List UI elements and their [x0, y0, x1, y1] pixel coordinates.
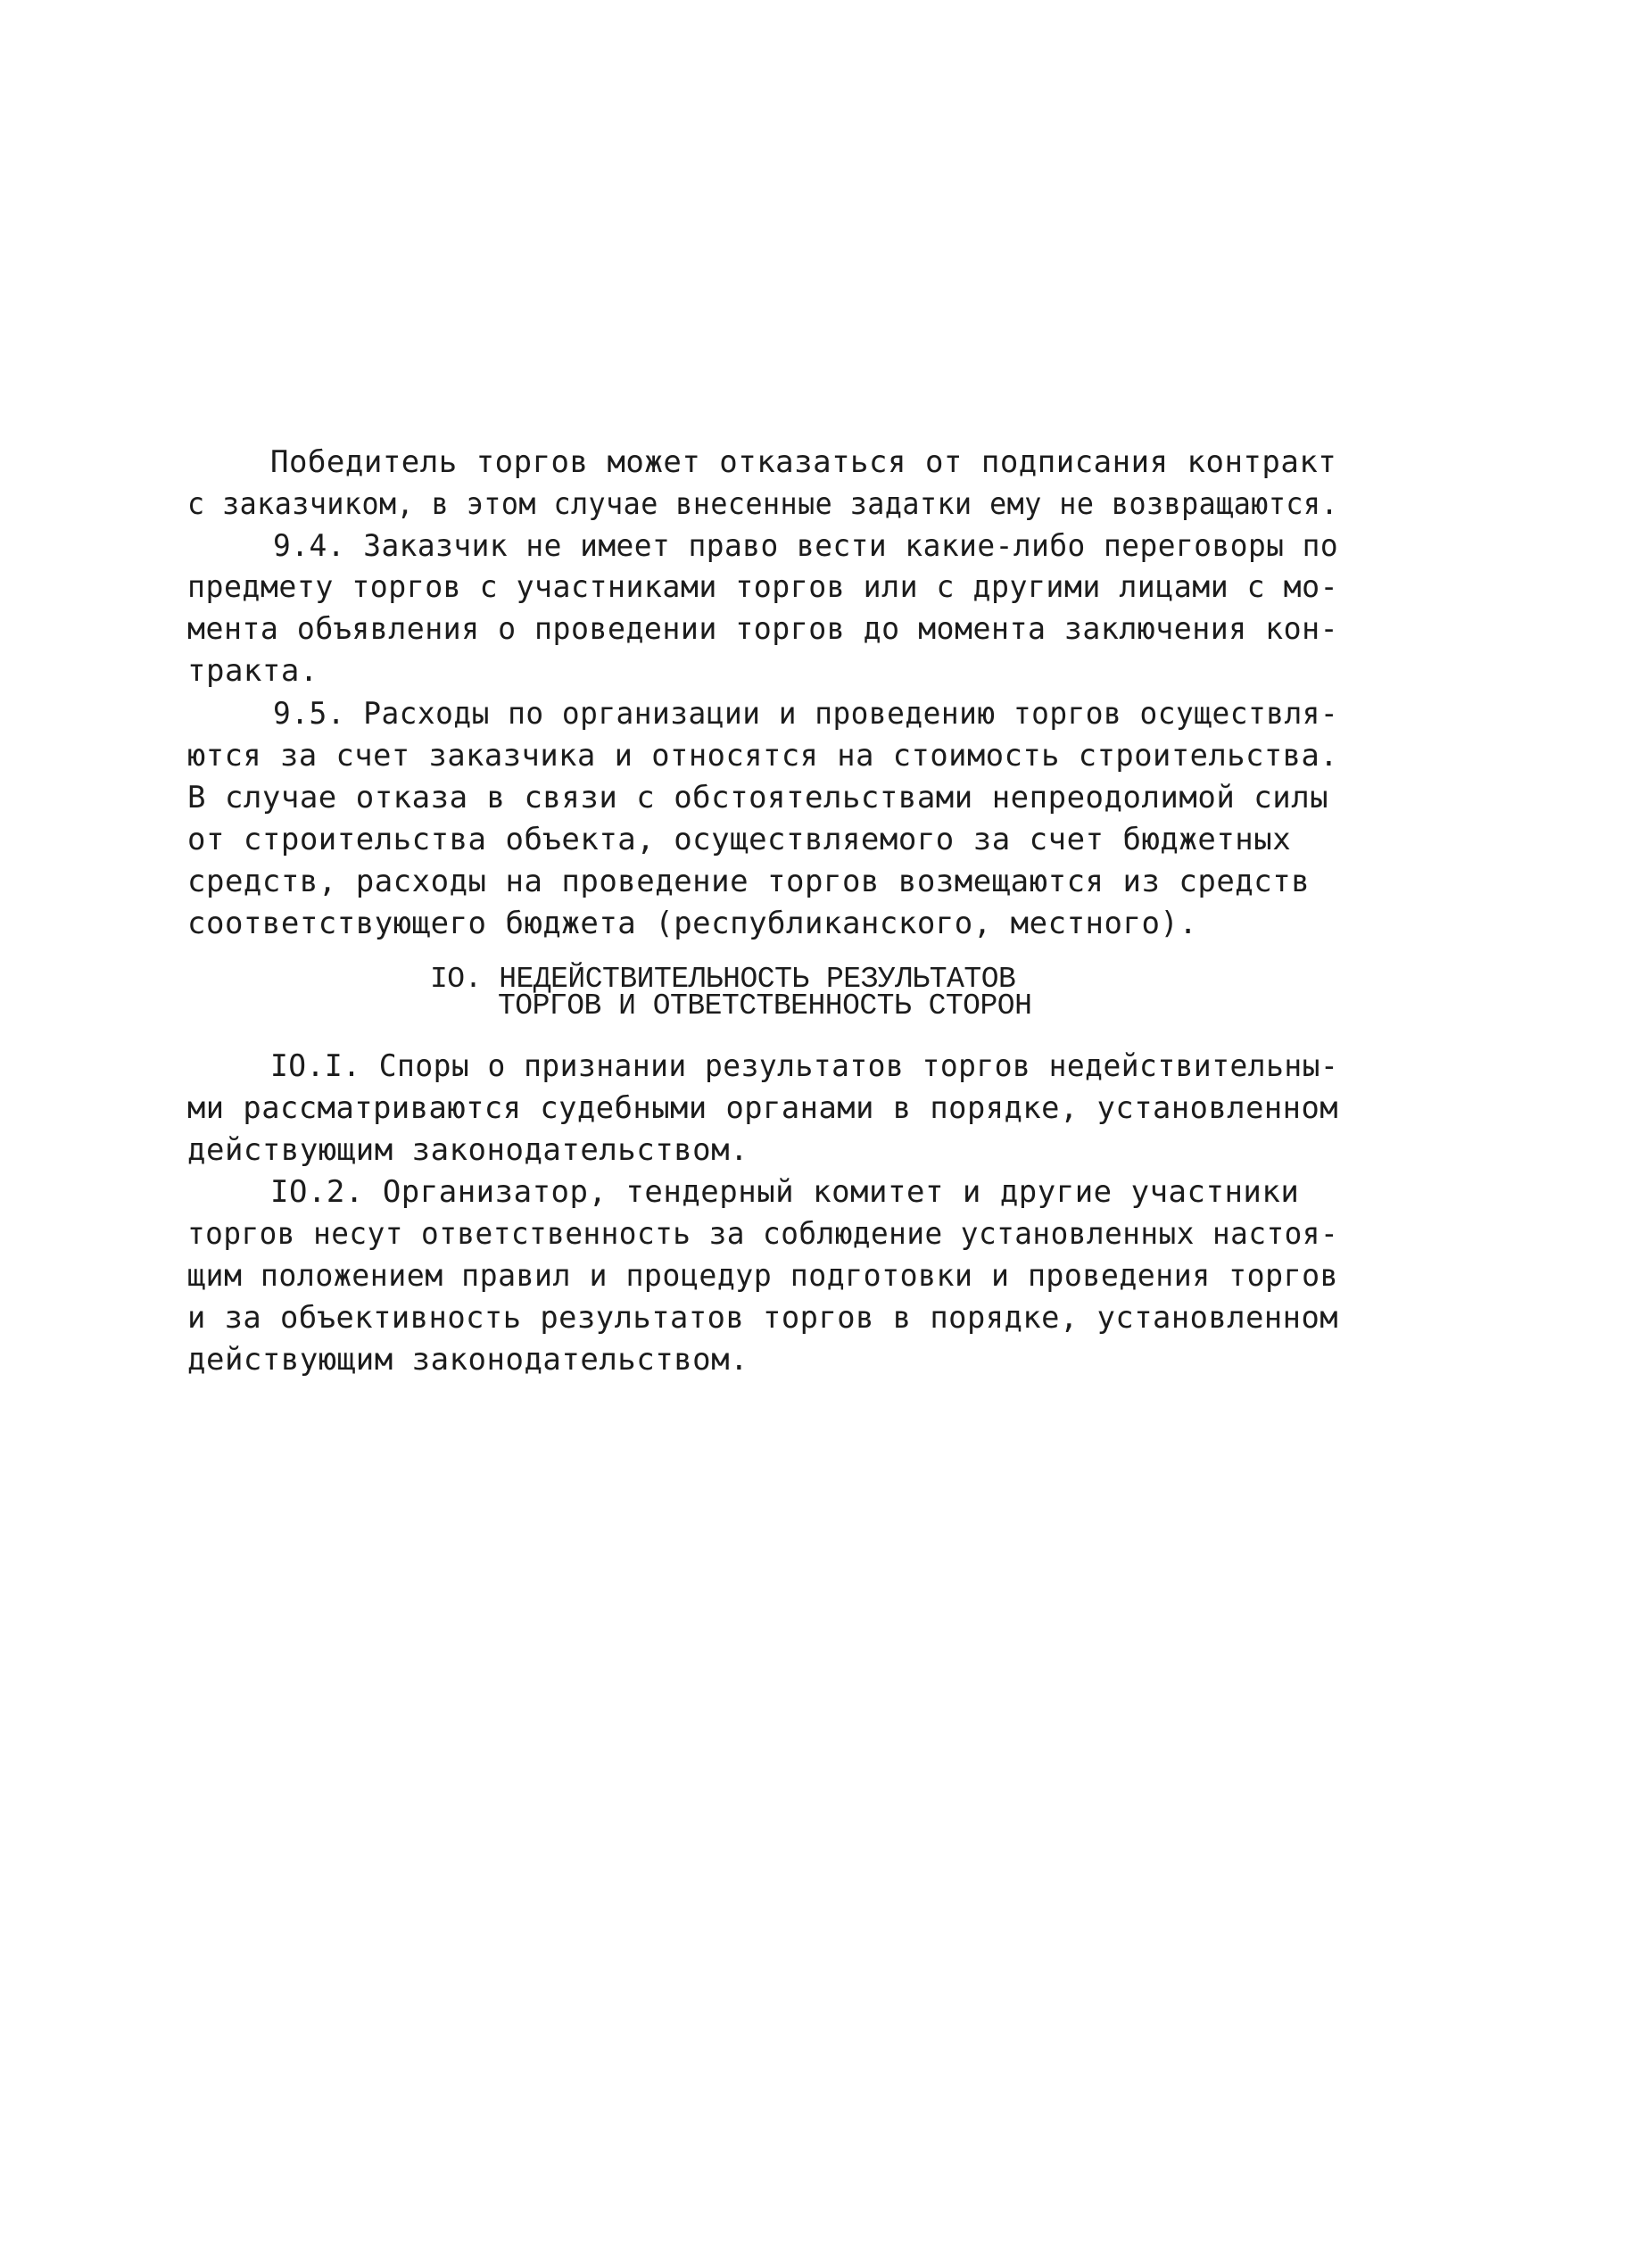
text-line: 9.4. Заказчик не имеет право вести какие-либо переговоры по — [273, 528, 1339, 564]
text-line: предмету торгов с участниками торгов или с другими лицами с мо- — [187, 569, 1339, 605]
section-heading-line-1: IO. НЕДЕЙСТВИТЕЛЬНОСТЬ РЕЗУЛЬТАТОВ — [430, 963, 1016, 996]
text-line: тракта. — [187, 653, 318, 689]
text-line: В случае отказа в связи с обстоятельствами непреодолимой силы — [187, 780, 1329, 815]
text-line: торгов несут ответственность за соблюдение установленных настоя- — [187, 1216, 1339, 1252]
text-line: с заказчиком, в этом случае внесенные задатки ему не возвращаются. — [187, 486, 1339, 522]
text-line: средств, расходы на проведение торгов возмещаются из средств — [187, 864, 1311, 899]
text-line: щим положением правил и процедур подготовки и проведения торгов — [187, 1258, 1339, 1294]
text-line: ми рассматриваются судебными органами в порядке, установленном — [187, 1090, 1339, 1126]
text-line: действующим законодательством. — [187, 1132, 749, 1168]
text-line: Победитель торгов может отказаться от подписания контракт — [270, 444, 1337, 480]
text-line: 9.5. Расходы по организации и проведению торгов осуществля- — [273, 696, 1339, 732]
text-line: соответствующего бюджета (республиканского, местного). — [187, 906, 1198, 941]
text-line: от строительства объекта, осуществляемого за счет бюджетных — [187, 822, 1292, 857]
text-line: действующим законодательством. — [187, 1342, 749, 1378]
section-heading-line-2: ТОРГОВ И ОТВЕТСТВЕННОСТЬ СТОРОН — [498, 989, 1032, 1022]
text-line: ются за счет заказчика и относятся на стоимость строительства. — [187, 738, 1339, 774]
text-line: мента объявления о проведении торгов до момента заключения кон- — [187, 611, 1339, 647]
text-line: IO.I. Споры о признании результатов торгов недействительны- — [270, 1048, 1339, 1084]
text-line: и за объективность результатов торгов в порядке, установленном — [187, 1300, 1339, 1336]
text-line: IO.2. Организатор, тендерный комитет и другие участники — [270, 1174, 1300, 1210]
